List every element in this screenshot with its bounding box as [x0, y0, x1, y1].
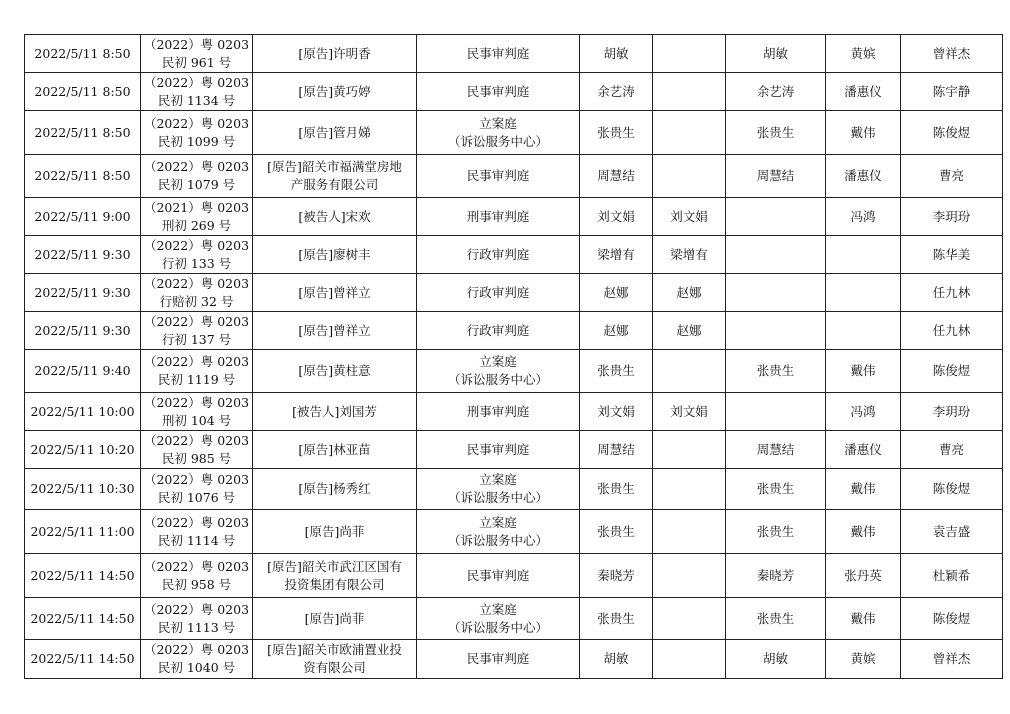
- party-name-cell: [原告]许明香: [253, 35, 417, 73]
- judge-cell: 胡敏: [580, 640, 653, 679]
- judge-assistant-cell: 戴伟: [826, 469, 901, 510]
- tribunal-cell: 民事审判庭: [417, 155, 580, 198]
- tribunal-cell: 立案庭 （诉讼服务中心）: [417, 598, 580, 640]
- party-name-cell: [原告]曾祥立: [253, 312, 417, 350]
- case-number-cell: （2022）粤 0203 民初 958 号: [141, 554, 253, 598]
- party-name-cell: [原告]黄巧婷: [253, 73, 417, 111]
- case-number-cell: （2022）粤 0203 行赔初 32 号: [141, 274, 253, 312]
- judge-assistant-cell: 张丹英: [826, 554, 901, 598]
- clerk-cell: 任九林: [901, 312, 1003, 350]
- judge-assistant-cell: 潘惠仪: [826, 73, 901, 111]
- presiding-judge-cell: 周慧结: [726, 155, 826, 198]
- judge-cell: 周慧结: [580, 431, 653, 469]
- clerk-cell: 曹亮: [901, 431, 1003, 469]
- party-name-cell: [原告]杨秀红: [253, 469, 417, 510]
- party-name-cell: [原告]尚菲: [253, 598, 417, 640]
- presiding-judge-cell: 周慧结: [726, 431, 826, 469]
- clerk-cell: 陈俊煜: [901, 469, 1003, 510]
- clerk-cell: 陈俊煜: [901, 350, 1003, 393]
- clerk-cell: 陈华美: [901, 236, 1003, 274]
- presiding-judge-cell: [726, 274, 826, 312]
- panel-member-cell: [653, 111, 726, 155]
- judge-cell: 胡敏: [580, 35, 653, 73]
- table-row: [25, 469, 1003, 510]
- table-row: [25, 431, 1003, 469]
- panel-member-cell: [653, 73, 726, 111]
- tribunal-cell: 行政审判庭: [417, 274, 580, 312]
- judge-assistant-cell: 潘惠仪: [826, 155, 901, 198]
- hearing-time-cell: 2022/5/11 8:50: [25, 35, 141, 73]
- hearing-time-cell: 2022/5/11 9:30: [25, 236, 141, 274]
- tribunal-cell: 行政审判庭: [417, 236, 580, 274]
- judge-assistant-cell: 戴伟: [826, 350, 901, 393]
- judge-assistant-cell: 黄嫔: [826, 35, 901, 73]
- judge-cell: 张贵生: [580, 598, 653, 640]
- panel-member-cell: 梁增有: [653, 236, 726, 274]
- tribunal-cell: 立案庭 （诉讼服务中心）: [417, 350, 580, 393]
- presiding-judge-cell: [726, 312, 826, 350]
- tribunal-cell: 刑事审判庭: [417, 393, 580, 431]
- judge-assistant-cell: 戴伟: [826, 111, 901, 155]
- judge-cell: 刘文娟: [580, 393, 653, 431]
- clerk-cell: 袁吉盛: [901, 510, 1003, 554]
- panel-member-cell: [653, 431, 726, 469]
- clerk-cell: 杜颖希: [901, 554, 1003, 598]
- hearing-schedule-table: [24, 34, 1003, 679]
- judge-cell: 张贵生: [580, 350, 653, 393]
- panel-member-cell: [653, 510, 726, 554]
- table-row: [25, 155, 1003, 198]
- judge-cell: 周慧结: [580, 155, 653, 198]
- tribunal-cell: 民事审判庭: [417, 554, 580, 598]
- judge-cell: 赵娜: [580, 312, 653, 350]
- judge-assistant-cell: 戴伟: [826, 598, 901, 640]
- judge-cell: 梁增有: [580, 236, 653, 274]
- presiding-judge-cell: 余艺涛: [726, 73, 826, 111]
- case-number-cell: （2022）粤 0203 民初 985 号: [141, 431, 253, 469]
- hearing-time-cell: 2022/5/11 10:30: [25, 469, 141, 510]
- party-name-cell: [原告]曾祥立: [253, 274, 417, 312]
- hearing-time-cell: 2022/5/11 11:00: [25, 510, 141, 554]
- judge-cell: 张贵生: [580, 111, 653, 155]
- judge-assistant-cell: [826, 236, 901, 274]
- case-number-cell: （2022）粤 0203 民初 1040 号: [141, 640, 253, 679]
- tribunal-cell: 立案庭 （诉讼服务中心）: [417, 510, 580, 554]
- presiding-judge-cell: 张贵生: [726, 111, 826, 155]
- hearing-time-cell: 2022/5/11 10:00: [25, 393, 141, 431]
- tribunal-cell: 民事审判庭: [417, 640, 580, 679]
- party-name-cell: [原告]黄柱意: [253, 350, 417, 393]
- clerk-cell: 陈俊煜: [901, 598, 1003, 640]
- case-number-cell: （2022）粤 0203 行初 137 号: [141, 312, 253, 350]
- judge-cell: 刘文娟: [580, 198, 653, 236]
- tribunal-cell: 行政审判庭: [417, 312, 580, 350]
- panel-member-cell: 赵娜: [653, 274, 726, 312]
- hearing-time-cell: 2022/5/11 8:50: [25, 155, 141, 198]
- panel-member-cell: 刘文娟: [653, 393, 726, 431]
- hearing-time-cell: 2022/5/11 10:20: [25, 431, 141, 469]
- presiding-judge-cell: 张贵生: [726, 598, 826, 640]
- presiding-judge-cell: 胡敏: [726, 640, 826, 679]
- judge-cell: 张贵生: [580, 510, 653, 554]
- table-row: [25, 510, 1003, 554]
- table-row: [25, 598, 1003, 640]
- hearing-time-cell: 2022/5/11 8:50: [25, 111, 141, 155]
- panel-member-cell: [653, 640, 726, 679]
- presiding-judge-cell: [726, 198, 826, 236]
- case-number-cell: （2022）粤 0203 民初 1113 号: [141, 598, 253, 640]
- judge-assistant-cell: [826, 312, 901, 350]
- table-row: [25, 111, 1003, 155]
- table-row: [25, 350, 1003, 393]
- table-row: [25, 554, 1003, 598]
- clerk-cell: 曾祥杰: [901, 35, 1003, 73]
- case-number-cell: （2022）粤 0203 行初 133 号: [141, 236, 253, 274]
- judge-cell: 赵娜: [580, 274, 653, 312]
- panel-member-cell: [653, 350, 726, 393]
- judge-assistant-cell: 冯鸿: [826, 393, 901, 431]
- presiding-judge-cell: 张贵生: [726, 469, 826, 510]
- case-number-cell: （2021）粤 0203 刑初 269 号: [141, 198, 253, 236]
- clerk-cell: 陈俊煜: [901, 111, 1003, 155]
- case-number-cell: （2022）粤 0203 民初 1099 号: [141, 111, 253, 155]
- hearing-time-cell: 2022/5/11 9:00: [25, 198, 141, 236]
- case-number-cell: （2022）粤 0203 民初 1119 号: [141, 350, 253, 393]
- clerk-cell: 曹亮: [901, 155, 1003, 198]
- party-name-cell: [原告]韶关市武江区国有 投资集团有限公司: [253, 554, 417, 598]
- presiding-judge-cell: 秦晓芳: [726, 554, 826, 598]
- panel-member-cell: 刘文娟: [653, 198, 726, 236]
- clerk-cell: 李玥玢: [901, 198, 1003, 236]
- case-number-cell: （2022）粤 0203 民初 1079 号: [141, 155, 253, 198]
- hearing-time-cell: 2022/5/11 9:40: [25, 350, 141, 393]
- table-row: [25, 73, 1003, 111]
- party-name-cell: [原告]韶关市福满堂房地 产服务有限公司: [253, 155, 417, 198]
- table-row: [25, 236, 1003, 274]
- judge-cell: 秦晓芳: [580, 554, 653, 598]
- hearing-time-cell: 2022/5/11 14:50: [25, 598, 141, 640]
- tribunal-cell: 立案庭 （诉讼服务中心）: [417, 111, 580, 155]
- case-number-cell: （2022）粤 0203 民初 961 号: [141, 35, 253, 73]
- presiding-judge-cell: 张贵生: [726, 510, 826, 554]
- clerk-cell: 任九林: [901, 274, 1003, 312]
- tribunal-cell: 刑事审判庭: [417, 198, 580, 236]
- table-row: [25, 312, 1003, 350]
- case-number-cell: （2022）粤 0203 民初 1114 号: [141, 510, 253, 554]
- party-name-cell: [被告人]刘国芳: [253, 393, 417, 431]
- panel-member-cell: [653, 554, 726, 598]
- judge-assistant-cell: [826, 274, 901, 312]
- tribunal-cell: 民事审判庭: [417, 73, 580, 111]
- schedule-body: [25, 35, 1003, 679]
- presiding-judge-cell: [726, 393, 826, 431]
- judge-cell: 余艺涛: [580, 73, 653, 111]
- judge-assistant-cell: 冯鸿: [826, 198, 901, 236]
- hearing-time-cell: 2022/5/11 9:30: [25, 274, 141, 312]
- clerk-cell: 陈宇静: [901, 73, 1003, 111]
- presiding-judge-cell: 胡敏: [726, 35, 826, 73]
- party-name-cell: [原告]廖树丰: [253, 236, 417, 274]
- judge-assistant-cell: 潘惠仪: [826, 431, 901, 469]
- table-row: [25, 640, 1003, 679]
- party-name-cell: [被告人]宋欢: [253, 198, 417, 236]
- clerk-cell: 李玥玢: [901, 393, 1003, 431]
- table-row: [25, 393, 1003, 431]
- party-name-cell: [原告]林亚苗: [253, 431, 417, 469]
- hearing-time-cell: 2022/5/11 9:30: [25, 312, 141, 350]
- party-name-cell: [原告]尚菲: [253, 510, 417, 554]
- party-name-cell: [原告]管月娣: [253, 111, 417, 155]
- panel-member-cell: [653, 598, 726, 640]
- table-row: [25, 274, 1003, 312]
- panel-member-cell: 赵娜: [653, 312, 726, 350]
- judge-assistant-cell: 戴伟: [826, 510, 901, 554]
- judge-assistant-cell: 黄嫔: [826, 640, 901, 679]
- case-number-cell: （2022）粤 0203 刑初 104 号: [141, 393, 253, 431]
- panel-member-cell: [653, 469, 726, 510]
- hearing-time-cell: 2022/5/11 14:50: [25, 554, 141, 598]
- case-number-cell: （2022）粤 0203 民初 1134 号: [141, 73, 253, 111]
- presiding-judge-cell: [726, 236, 826, 274]
- hearing-time-cell: 2022/5/11 8:50: [25, 73, 141, 111]
- judge-cell: 张贵生: [580, 469, 653, 510]
- party-name-cell: [原告]韶关市欧浦置业投 资有限公司: [253, 640, 417, 679]
- panel-member-cell: [653, 155, 726, 198]
- presiding-judge-cell: 张贵生: [726, 350, 826, 393]
- hearing-time-cell: 2022/5/11 14:50: [25, 640, 141, 679]
- tribunal-cell: 立案庭 （诉讼服务中心）: [417, 469, 580, 510]
- case-number-cell: （2022）粤 0203 民初 1076 号: [141, 469, 253, 510]
- tribunal-cell: 民事审判庭: [417, 431, 580, 469]
- panel-member-cell: [653, 35, 726, 73]
- tribunal-cell: 民事审判庭: [417, 35, 580, 73]
- table-row: [25, 35, 1003, 73]
- table-row: [25, 198, 1003, 236]
- clerk-cell: 曾祥杰: [901, 640, 1003, 679]
